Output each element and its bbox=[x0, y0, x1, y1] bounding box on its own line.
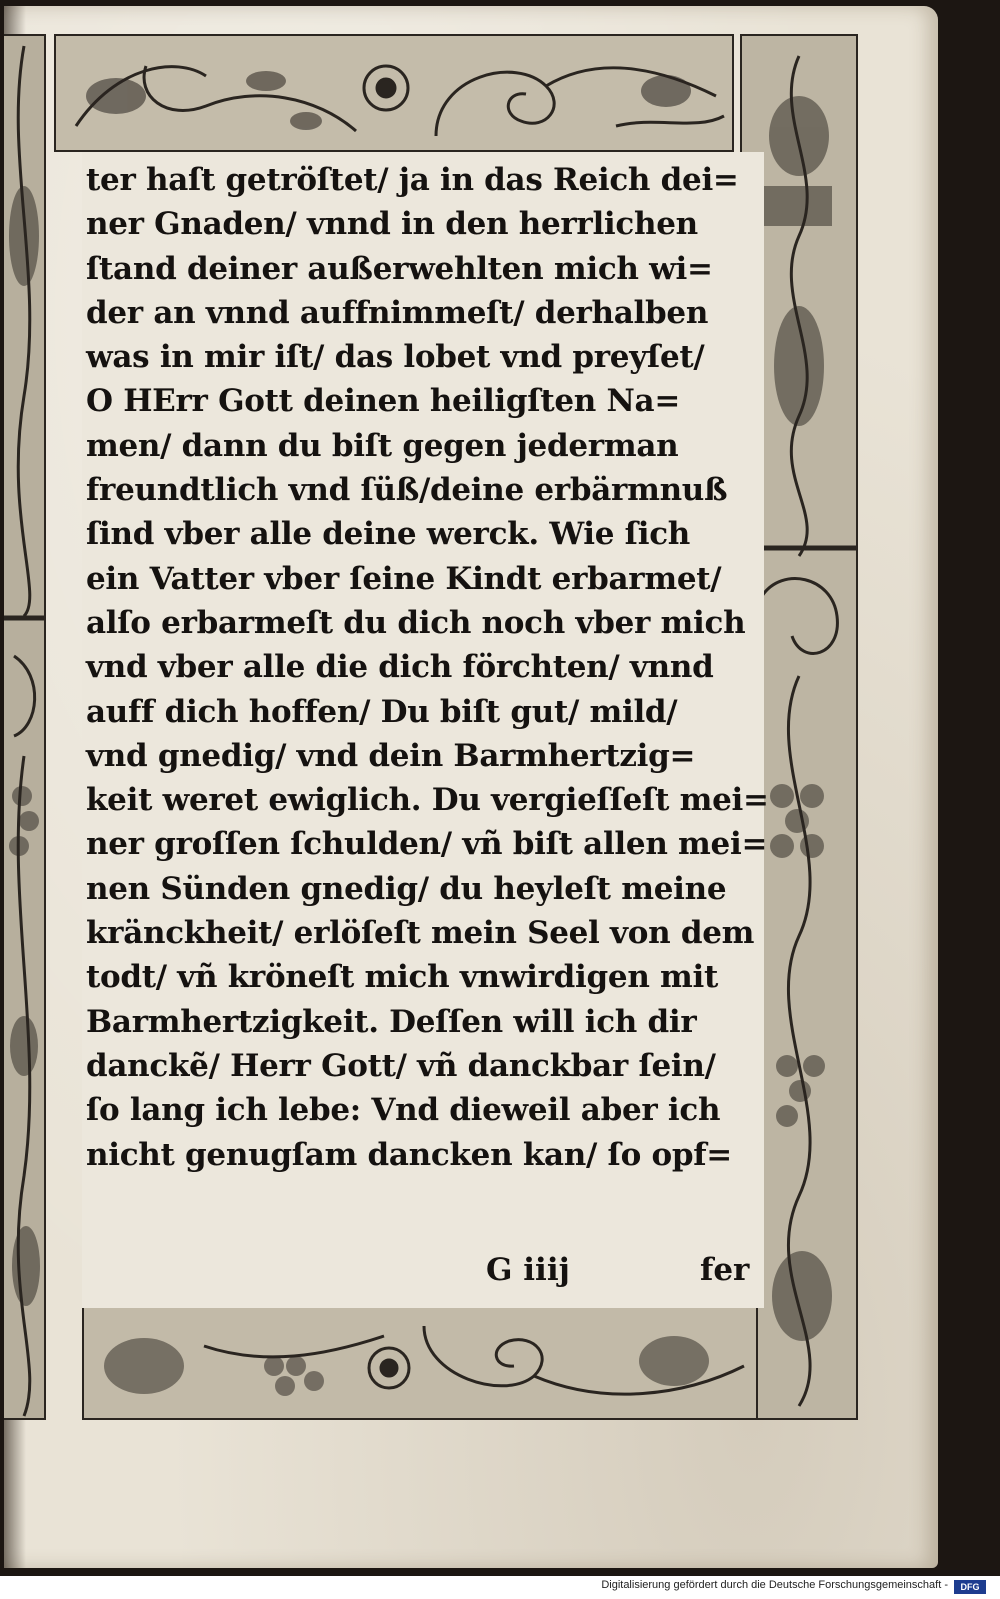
text-line: alſo erbarmeſt du dich noch vber mich bbox=[86, 604, 746, 641]
text-line: vnd vber alle die dich förchten/ vnnd bbox=[86, 649, 714, 686]
text-line: ſtand deiner außerwehlten mich wi= bbox=[86, 250, 713, 287]
dfg-logo: DFG bbox=[954, 1580, 986, 1594]
bottom-woodcut-border bbox=[82, 1304, 758, 1420]
text-line: nicht genugſam dancken kan/ ſo opf= bbox=[86, 1136, 732, 1173]
text-line: danckẽ/ Herr Gott/ vñ danckbar ſein/ bbox=[86, 1047, 716, 1084]
top-woodcut-border bbox=[54, 34, 734, 152]
text-line: der an vnnd auffnimmeſt/ derhalben bbox=[86, 294, 709, 331]
text-line: ner Gnaden/ vnnd in den herrlichen bbox=[86, 206, 698, 243]
text-line: nen Sünden gnedig/ du heyleſt meine bbox=[86, 870, 727, 907]
text-line: ner groſſen ſchulden/ vñ biſt allen mei= bbox=[86, 826, 768, 863]
text-line: ein Vatter vber ſeine Kindt erbarmet/ bbox=[86, 560, 722, 597]
text-line: men/ dann du biſt gegen jederman bbox=[86, 427, 679, 464]
text-line: vnd gnedig/ vnd dein Barmhertzig= bbox=[86, 737, 696, 774]
text-line: ſo lang ich lebe: Vnd dieweil aber ich bbox=[86, 1092, 721, 1129]
catchword: fer bbox=[700, 1252, 750, 1288]
text-line: auff dich hoffen/ Du biſt gut/ mild/ bbox=[86, 693, 678, 730]
text-line: keit weret ewiglich. Du vergieſſeſt mei= bbox=[86, 782, 769, 819]
digitization-credit: Digitalisierung gefördert durch die Deutsche Forschungsgemeinschaft - bbox=[601, 1579, 948, 1591]
text-line: Barmhertzigkeit. Deſſen will ich dir bbox=[86, 1003, 697, 1040]
text-line: freundtlich vnd ſüß/deine erbärmnuß bbox=[86, 472, 728, 509]
left-woodcut-border bbox=[4, 34, 46, 1420]
text-line: ſind vber alle deine werck. Wie ſich bbox=[86, 516, 691, 553]
text-line: ter haſt getröſtet/ ja in das Reich dei= bbox=[86, 162, 739, 198]
signature-mark: G iiij bbox=[486, 1252, 570, 1288]
text-line: O HErr Gott deinen heiligſten Na= bbox=[86, 383, 680, 420]
body-text bbox=[86, 158, 769, 1177]
text-line: todt/ vñ kröneſt mich vnwirdigen mit bbox=[86, 959, 719, 996]
text-line: was in mir iſt/ das lobet vnd preyſet/ bbox=[86, 339, 705, 376]
text-line: kränckheit/ erlöſeſt mein Seel von dem bbox=[86, 915, 755, 952]
